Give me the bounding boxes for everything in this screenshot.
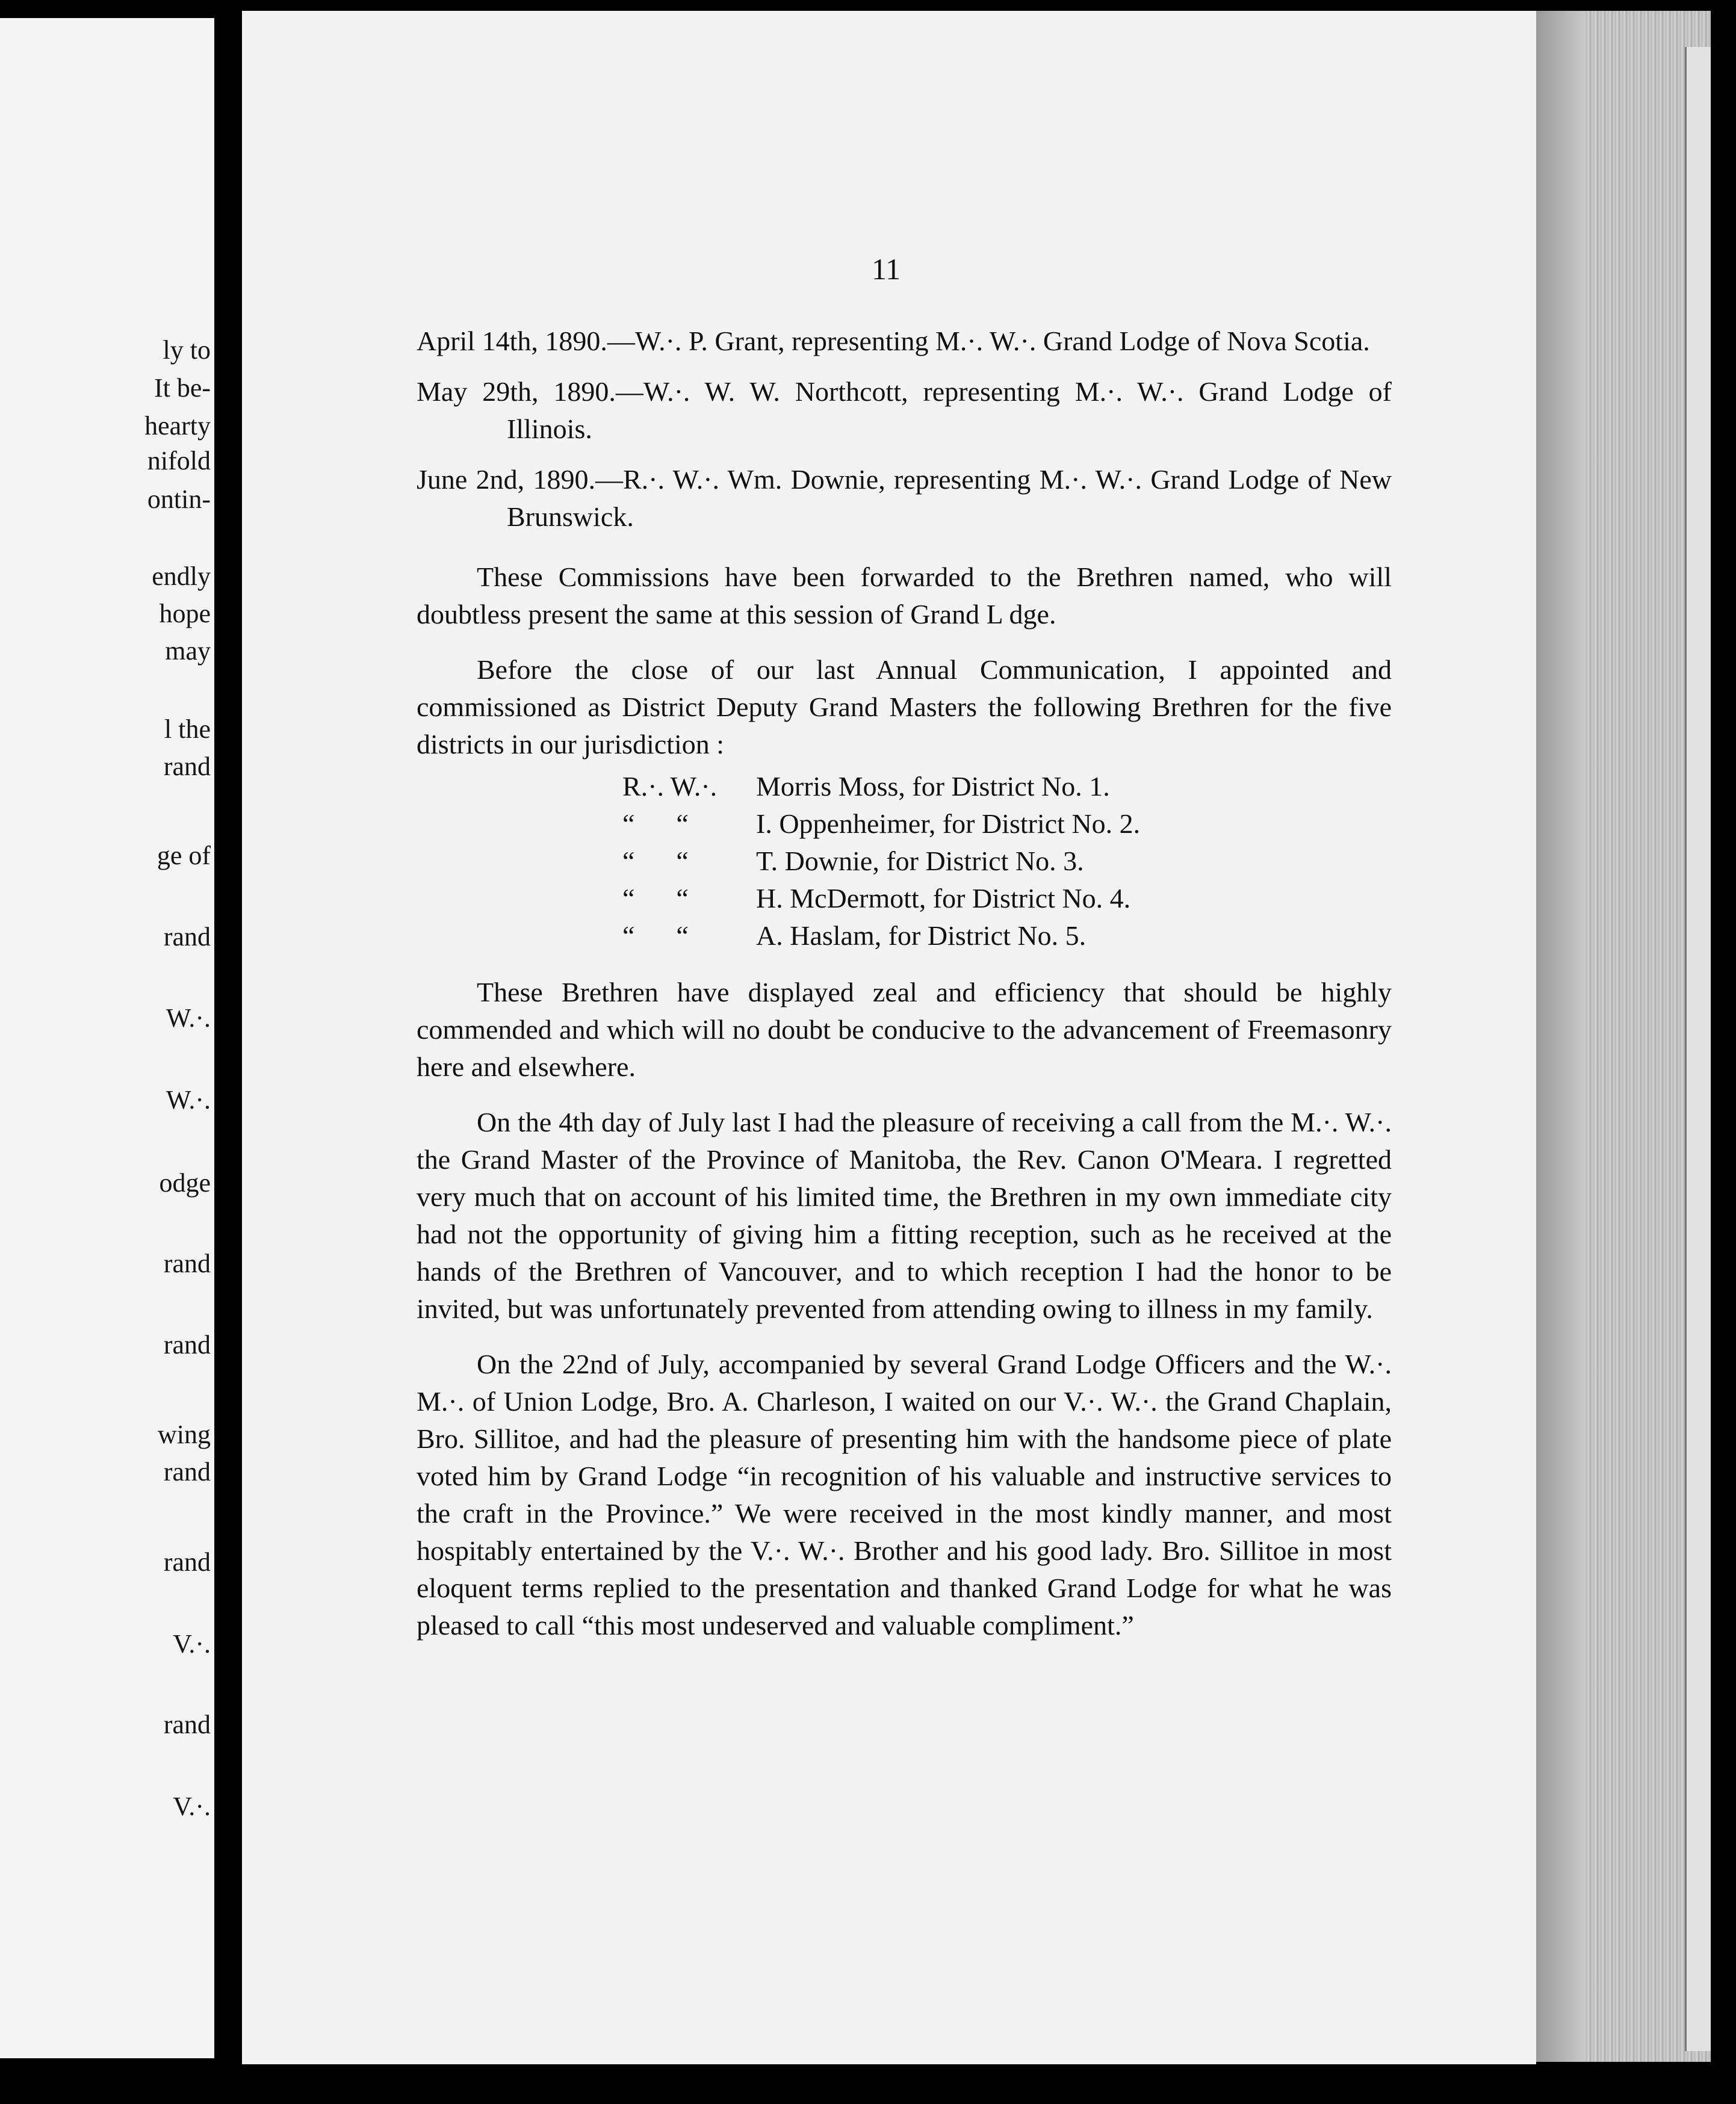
district-prefix: “ “: [622, 883, 689, 914]
left-page-fragment: rand: [163, 1710, 211, 1739]
district-text: T. Downie, for District No. 3.: [756, 846, 1084, 876]
paragraph-appointed: Before the close of our last Annual Communication, I appointed and commissioned as District Deputy Grand Masters the following Brethren for the five districts in our jurisdiction :: [417, 654, 1392, 760]
left-page-fragment: nifold: [147, 446, 211, 475]
left-page-fragment: rand: [163, 1249, 211, 1278]
left-page-fragment: V.·.: [173, 1629, 211, 1659]
list-item: [622, 843, 1392, 880]
list-item: [622, 880, 1392, 917]
left-page-fragment: rand: [163, 1547, 211, 1577]
district-text: A. Haslam, for District No. 5.: [756, 920, 1087, 951]
book-page-edges: [1536, 11, 1711, 2062]
left-page-fragment: hope: [159, 599, 211, 628]
district-prefix: “ “: [622, 808, 689, 839]
left-page-fragment: rand: [163, 752, 211, 781]
left-page-fragment: W.·.: [166, 1085, 211, 1115]
list-item: [622, 805, 1392, 843]
left-page-fragment: rand: [163, 1457, 211, 1487]
left-page-fragment: It be-: [153, 373, 211, 403]
paragraph-zeal: These Brethren have displayed zeal and efficiency that should be highly commended and which will no doubt be conducive to the advancement of Freemasonry here and elsewhere.: [417, 977, 1392, 1082]
left-page-fragment: rand: [163, 1330, 211, 1360]
district-prefix: R.·. W.·.: [622, 771, 718, 802]
left-page-fragment: W.·.: [166, 1003, 211, 1033]
left-page-fragment: may: [165, 636, 211, 666]
list-item: [622, 768, 1392, 805]
commission-entry: April 14th, 1890.—W.·. P. Grant, representing M.·. W.·. Grand Lodge of Nova Scotia.: [417, 326, 1370, 356]
page-body: [417, 323, 1392, 1662]
commission-entry: June 2nd, 1890.—R.·. W.·. Wm. Downie, representing M.·. W.·. Grand Lodge of New Brunswick.: [417, 464, 1392, 532]
district-deputy-list: [622, 768, 1392, 955]
paragraph-commissions: These Commissions have been forwarded to the Brethren named, who will doubtless present the same at this session of Grand L dge.: [417, 562, 1392, 630]
district-text: Morris Moss, for District No. 1.: [756, 771, 1110, 802]
left-page-fragment: V.·.: [173, 1792, 211, 1821]
district-text: I. Oppenheimer, for District No. 2.: [756, 808, 1141, 839]
left-page-fragment: hearty: [144, 411, 211, 441]
left-page-fragment: ontin-: [147, 484, 211, 514]
left-facing-page: [0, 18, 214, 2058]
left-page-fragment: l the: [164, 714, 211, 744]
district-text: H. McDermott, for District No. 4.: [756, 883, 1131, 914]
left-page-fragment: endly: [152, 562, 211, 591]
left-page-fragment: odge: [159, 1168, 211, 1198]
paragraph-chaplain: On the 22nd of July, accompanied by several Grand Lodge Officers and the W.·. M.·. of Union Lodge, Bro. A. Charleson, I waited on our V.·. W.·. the Grand Chaplain, Bro. Sillitoe, and had the pleasure of presenting him with the handsome piece of plate voted him by Grand Lodge “in recognition of his valuable and instructive services to the craft in the Province.” We were received in the most kindly manner, and most hospitably entertained by the V.·. W.·. Brother and his good lady. Bro. Sillitoe in most eloquent terms replied to the presentation and thanked Grand Lodge for what he was pleased to call “this most undeserved and valuable compliment.”: [417, 1349, 1392, 1641]
district-prefix: “ “: [622, 846, 689, 876]
left-page-fragment: rand: [163, 922, 211, 951]
commission-entry: May 29th, 1890.—W.·. W. W. Northcott, representing M.·. W.·. Grand Lodge of Illinois.: [417, 376, 1392, 444]
left-page-fragment: ge of: [157, 841, 211, 870]
left-page-fragment: wing: [158, 1420, 211, 1449]
list-item: [622, 917, 1392, 955]
page-number: 11: [872, 252, 901, 286]
paragraph-visit: On the 4th day of July last I had the pleasure of receiving a call from the M.·. W.·. the Grand Master of the Province of Manitoba, the Rev. Canon O'Meara. I regretted very much that on account of his limited time, the Brethren in my own immediate city had not the opportunity of giving him a fitting reception, such as he received at the hands of the Brethren of Vancouver, and to which reception I had the honor to be invited, but was unfortunately prevented from attending owing to illness in my family.: [417, 1107, 1392, 1324]
district-prefix: “ “: [622, 920, 689, 951]
left-page-fragment: ly to: [163, 335, 211, 365]
